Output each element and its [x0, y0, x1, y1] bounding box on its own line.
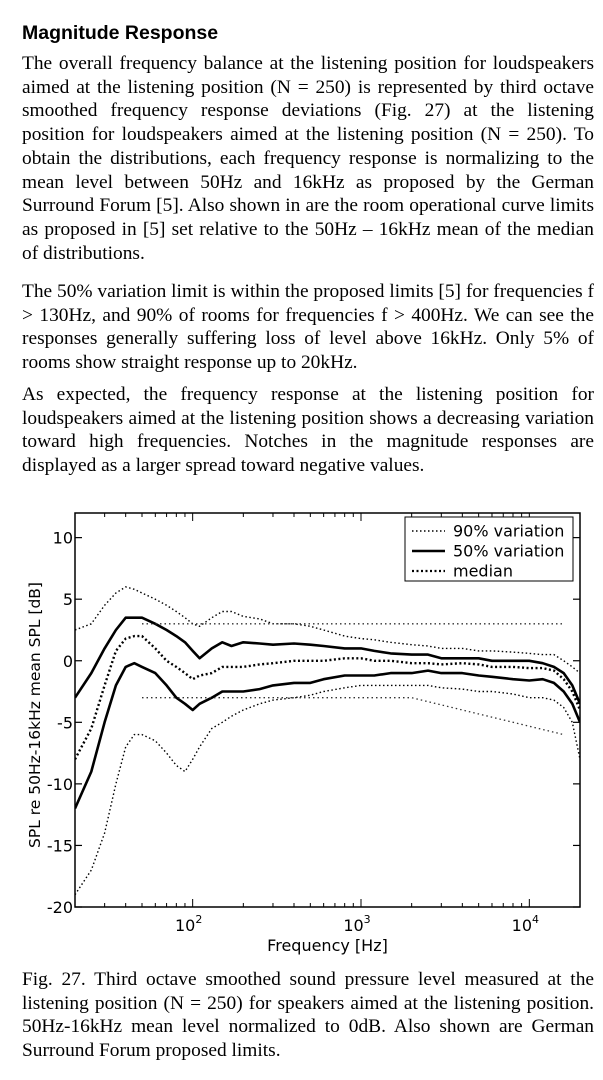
x-tick-base: 10 [343, 916, 364, 935]
legend-entry: median [453, 561, 513, 581]
y-tick-label: -5 [57, 713, 73, 733]
body-paragraph-1: The overall frequency balance at the listening position for loudspeakers aimed at the listening position (N = 250) is represented by third octave smoothed frequency response deviations (Fig. 27) at the listening position for loudspeakers aimed at the listening position (N = 250). To obtain the distributions, each frequency response is normalizing to the mean level between 50Hz and 16kHz as proposed by the German Surround Forum [5]. Also shown in are the room operational curve limits as proposed in [5] set relative to the 50Hz – 16kHz mean of the median of distributions. [22, 53, 594, 264]
y-tick-label: 5 [62, 590, 73, 610]
x-tick-exponent: 3 [363, 913, 371, 926]
body-paragraph-3: As expected, the frequency response at the listening position for loudspeakers aimed at the listening position shows a decreasing variation toward high frequencies. Notches in the magnitude responses are displayed as a larger spread toward negative values. [22, 384, 594, 477]
x-tick-exponent: 4 [532, 913, 540, 926]
x-tick-label [343, 913, 370, 935]
curves-group [75, 587, 580, 895]
series-proposed-limit-lower [142, 698, 564, 735]
x-tick-base: 10 [511, 916, 533, 935]
y-tick-label: 0 [62, 651, 73, 671]
legend-entry: 50% variation [453, 541, 565, 561]
x-tick-label [175, 913, 202, 935]
legend-entry: 90% variation [453, 521, 565, 541]
x-tick-label [512, 913, 539, 935]
x-tick-exponent: 2 [195, 913, 203, 926]
y-tick-label: 10 [52, 528, 73, 548]
frequency-response-chart [0, 505, 603, 960]
figure-caption: Fig. 27. Third octave smoothed sound pressure level measured at the listening position (N = 250) for speakers aimed at the listening position. 50Hz-16kHz mean level normalized to 0dB. Also shown are German Surround Forum proposed limits. [22, 969, 594, 1062]
y-tick-label: -20 [46, 898, 73, 917]
series-90-variation-lower [75, 685, 580, 894]
section-heading: Magnitude Response [22, 22, 219, 44]
x-axis-label: Frequency [Hz] [267, 936, 388, 955]
y-tick-label: -10 [46, 774, 73, 794]
y-tick-label: -15 [46, 836, 73, 856]
series-50-variation-lower [75, 663, 580, 808]
body-paragraph-2: The 50% variation limit is within the proposed limits [5] for frequencies f > 130Hz, and 90% of rooms for frequencies f > 400Hz. We can see the responses generally suffering loss of level above 16kHz. Only 5% of rooms show straight response up to 20kHz. [22, 281, 594, 374]
y-axis-label: SPL re 50Hz-16kHz mean SPL [dB] [26, 582, 44, 848]
x-tick-base: 10 [174, 916, 196, 935]
